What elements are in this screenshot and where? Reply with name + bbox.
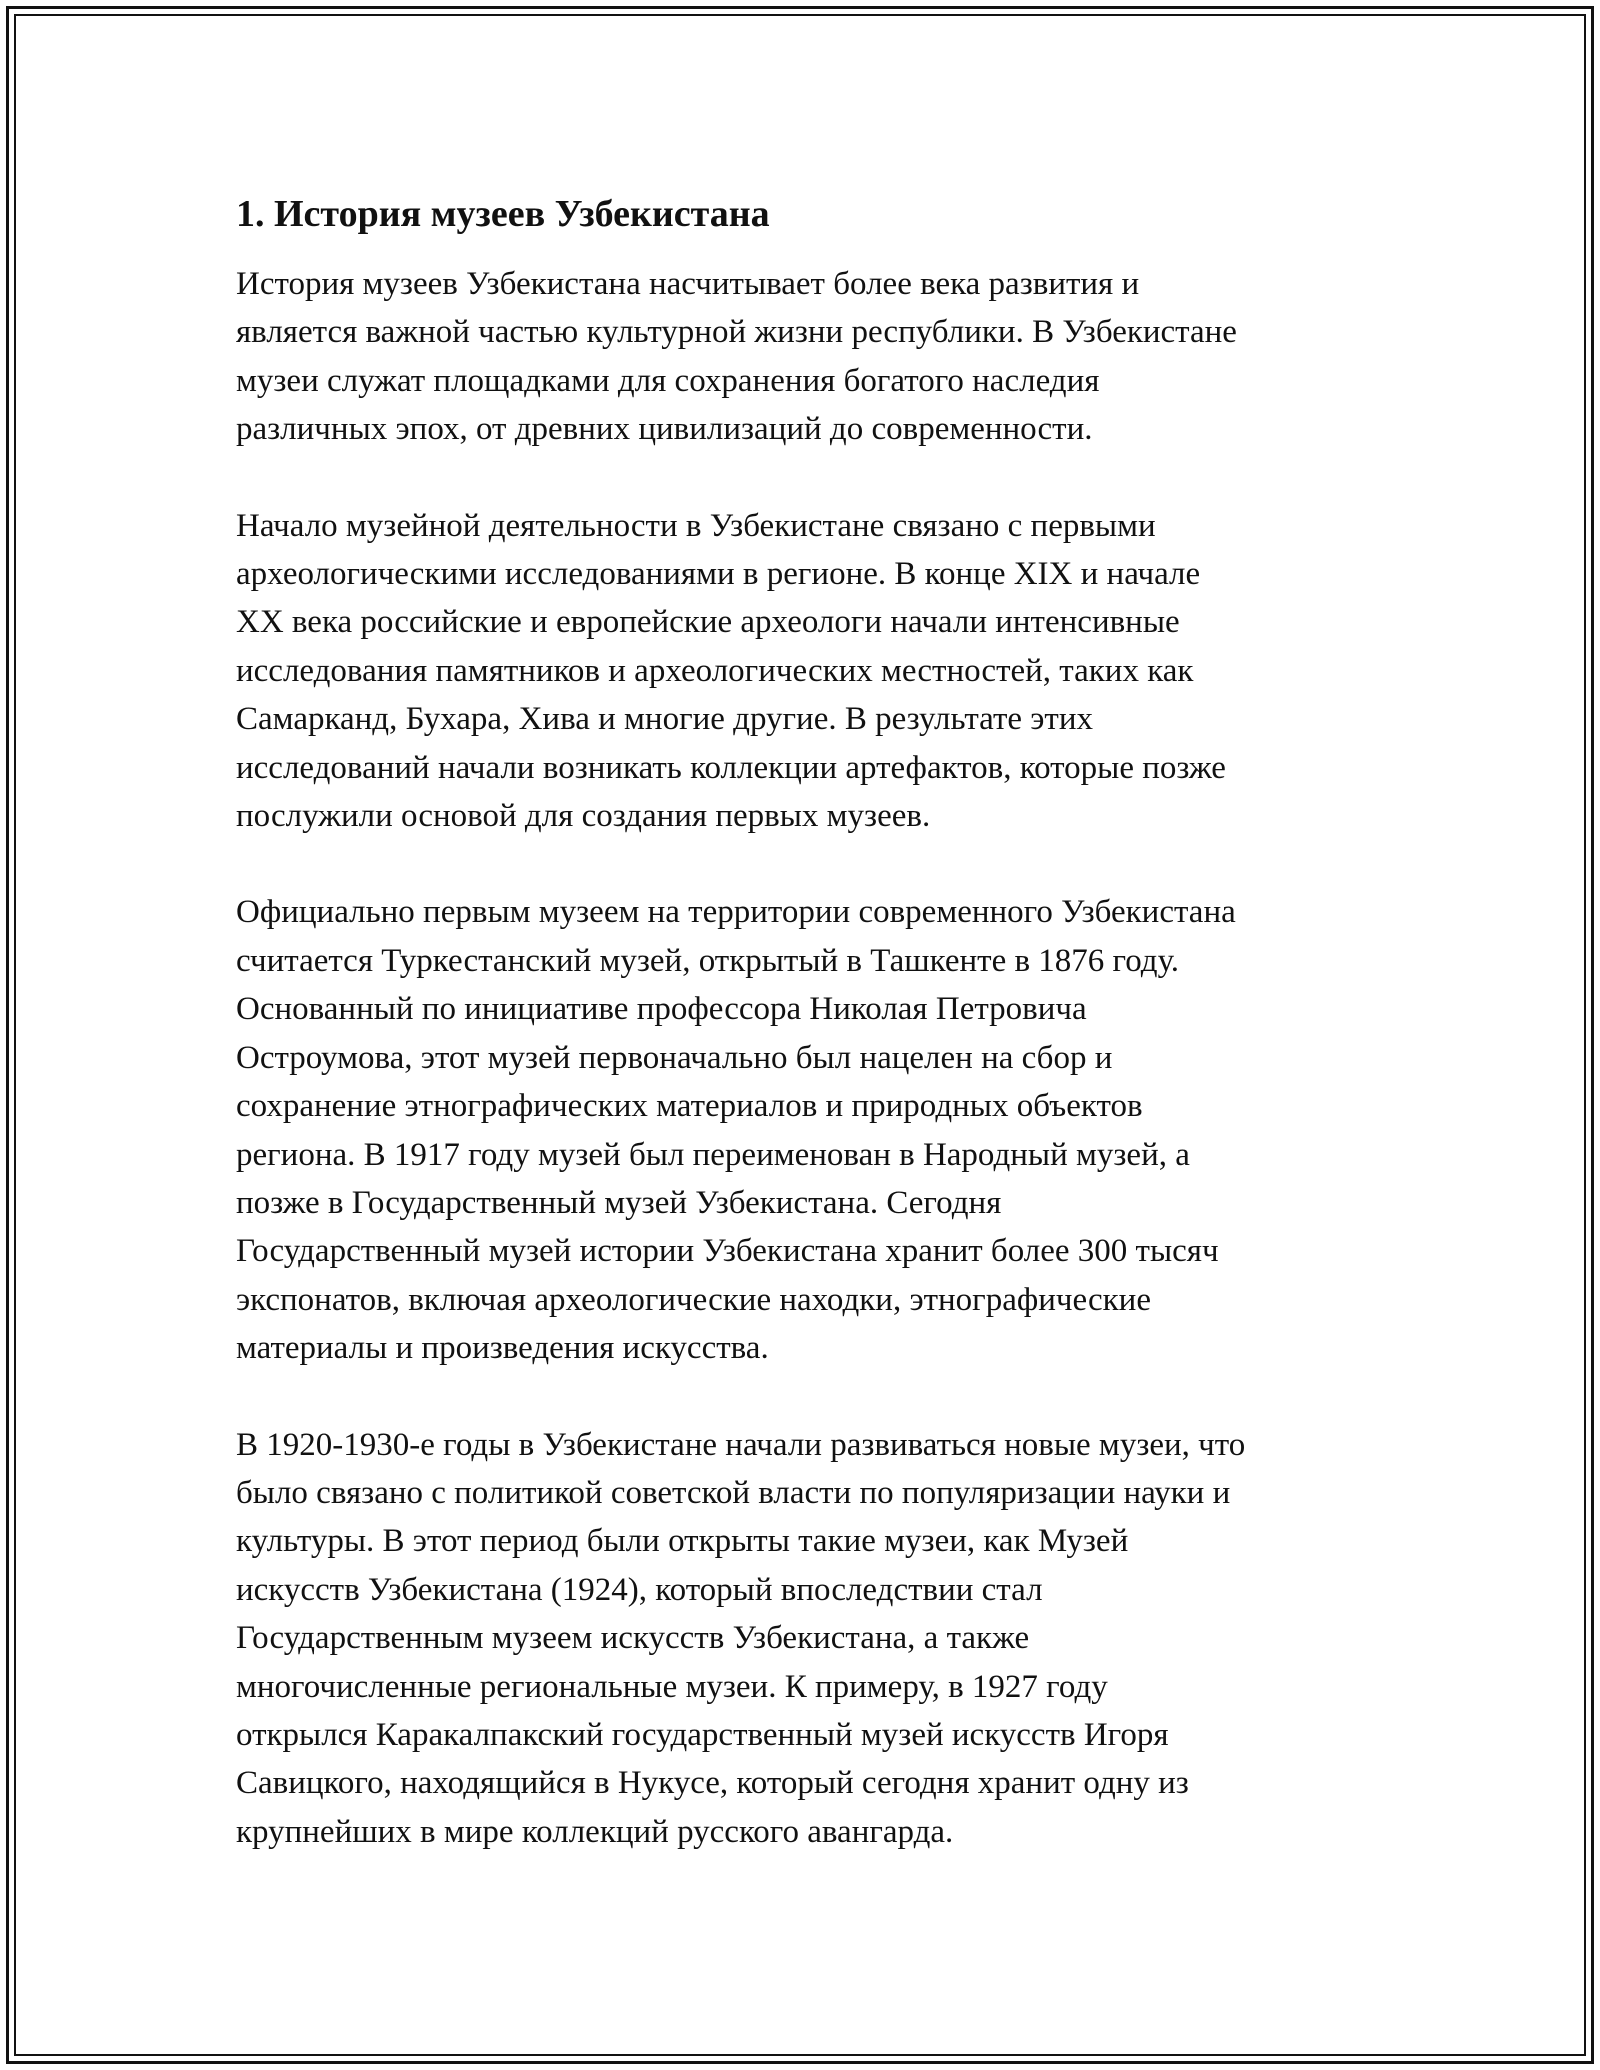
paragraph-line: Савицкого, находящийся в Нукусе, который сегодня хранит одну из bbox=[236, 1765, 1189, 1802]
paragraph-line: материалы и произведения искусства. bbox=[236, 1330, 769, 1367]
paragraph-line: сохранение этнографических материалов и природных объектов bbox=[236, 1088, 1143, 1125]
section-heading: 1. История музеев Узбекистана bbox=[236, 193, 770, 235]
paragraph-line: В 1920-1930-е годы в Узбекистане начали развиваться новые музеи, что bbox=[236, 1426, 1246, 1463]
paragraph-line: экспонатов, включая археологические находки, этнографические bbox=[236, 1281, 1151, 1318]
document-body bbox=[236, 190, 1376, 1904]
paragraph-line: История музеев Узбекистана насчитывает более века развития и bbox=[236, 266, 1140, 302]
paragraph bbox=[236, 1421, 1376, 1857]
paragraph-line: исследований начали возникать коллекции артефактов, которые позже bbox=[236, 749, 1226, 786]
paragraph-line: Государственным музеем искусств Узбекистана, а также bbox=[236, 1620, 1030, 1657]
paragraph-line: Государственный музей истории Узбекистана хранит более 300 тысяч bbox=[236, 1233, 1219, 1270]
paragraph-line: различных эпох, от древних цивилизаций до современности. bbox=[236, 411, 1093, 448]
paragraph bbox=[236, 260, 1376, 454]
paragraph bbox=[236, 888, 1376, 1372]
paragraph-line: является важной частью культурной жизни республики. В Узбекистане bbox=[236, 314, 1237, 351]
paragraph-line: региона. В 1917 году музей был переименован в Народный музей, а bbox=[236, 1136, 1190, 1173]
paragraph-line: XX века российские и европейские археологи начали интенсивные bbox=[236, 604, 1180, 641]
paragraph-line: исследования памятников и археологических местностей, таких как bbox=[236, 652, 1194, 689]
paragraph-line: музеи служат площадками для сохранения богатого наследия bbox=[236, 362, 1100, 399]
paragraph-line: считается Туркестанский музей, открытый в Ташкенте в 1876 году. bbox=[236, 942, 1180, 979]
paragraph-line: Самарканд, Бухара, Хива и многие другие. В результате этих bbox=[236, 701, 1094, 738]
paragraph-line: Основанный по инициативе профессора Николая Петровича bbox=[236, 991, 1087, 1028]
paragraph-line: открылся Каракалпакский государственный музей искусств Игоря bbox=[236, 1716, 1169, 1753]
paragraph-line: Официально первым музеем на территории современного Узбекистана bbox=[236, 894, 1236, 931]
paragraph-line: Начало музейной деятельности в Узбекистане связано с первыми bbox=[236, 507, 1156, 544]
paragraph-line: археологическими исследованиями в регионе. В конце XIX и начале bbox=[236, 556, 1201, 593]
paragraph-line: позже в Государственный музей Узбекистана. Сегодня bbox=[236, 1184, 1002, 1221]
paragraph-line: Остроумова, этот музей первоначально был нацелен на сбор и bbox=[236, 1039, 1113, 1076]
paragraph-list bbox=[236, 260, 1376, 1856]
paragraph bbox=[236, 502, 1376, 841]
paragraph-line: было связано с политикой советской власти по популяризации науки и bbox=[236, 1474, 1231, 1511]
paragraph-line: многочисленные региональные музеи. К примеру, в 1927 году bbox=[236, 1668, 1108, 1705]
paragraph-line: послужили основой для создания первых музеев. bbox=[236, 798, 931, 835]
paragraph-line: культуры. В этот период были открыты такие музеи, как Музей bbox=[236, 1523, 1129, 1560]
paragraph-line: крупнейших в мире коллекций русского авангарда. bbox=[236, 1813, 954, 1850]
paragraph-line: искусств Узбекистана (1924), который впоследствии стал bbox=[236, 1571, 1043, 1608]
